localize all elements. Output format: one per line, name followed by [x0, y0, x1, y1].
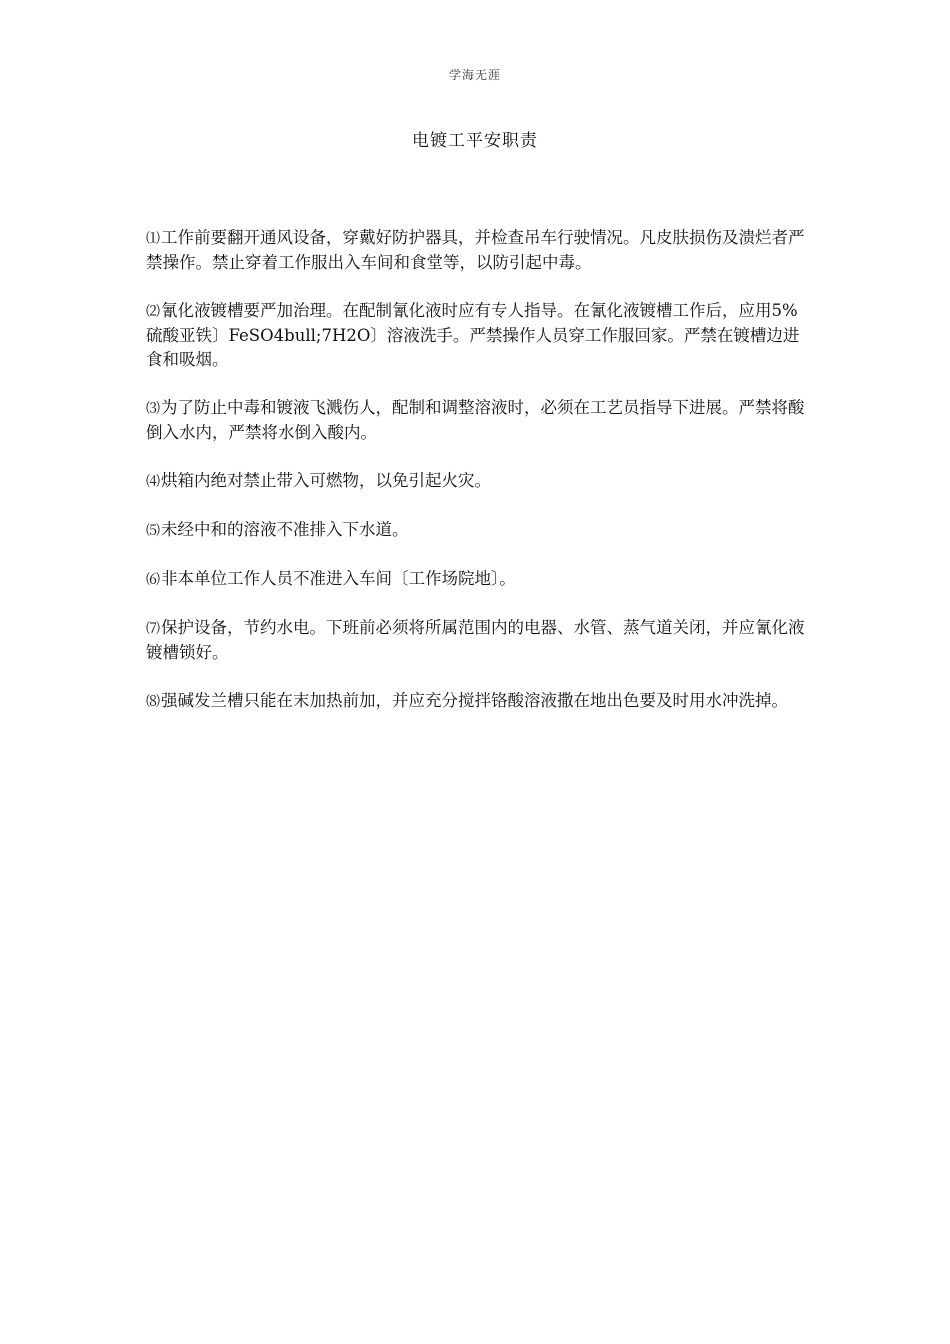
- clause-text: 工作前要翻开通风设备，穿戴好防护器具，并检查吊车行驶情况。凡皮肤损伤及溃烂者严禁操作。禁止穿着工作服出入车间和食堂等，以防引起中毒。: [146, 228, 805, 272]
- clause-text: 非本单位工作人员不准进入车间〔工作场院地〕。: [161, 569, 516, 588]
- clause-text: 氰化液镀槽要严加治理。在配制氰化液时应有专人指导。在氰化液镀槽工作后，应用5%硫酸亚铁〕FeSO4bull;7H2O〕溶液洗手。严禁操作人员穿工作服回家。严禁在镀槽边进食和吸烟。: [146, 301, 800, 369]
- clause-text: 保护设备，节约水电。下班前必须将所属范围内的电器、水管、蒸气道关闭，并应氰化液镀槽锁好。: [146, 618, 805, 662]
- document-body: [146, 226, 806, 738]
- clause-number: ⑵: [146, 304, 160, 320]
- clause-7: [146, 616, 806, 665]
- clause-text: 烘箱内绝对禁止带入可燃物，以免引起火灾。: [161, 471, 491, 490]
- clause-5: [146, 518, 806, 543]
- clause-number: ⑴: [146, 231, 160, 247]
- clause-number: ⑶: [146, 401, 160, 417]
- clause-3: [146, 396, 806, 445]
- document-title: 电镀工平安职责: [412, 131, 538, 151]
- clause-text: 强碱发兰槽只能在末加热前加，并应充分搅拌铬酸溶液撒在地出色要及时用水冲洗掉。: [161, 691, 788, 710]
- clause-8: [146, 689, 806, 714]
- clause-6: [146, 567, 806, 592]
- clause-2: [146, 299, 806, 372]
- clause-number: ⑷: [146, 474, 160, 490]
- clause-number: ⑹: [146, 572, 160, 588]
- clause-1: [146, 226, 806, 275]
- clause-number: ⑸: [146, 523, 160, 539]
- clause-text: 未经中和的溶液不准排入下水道。: [161, 520, 409, 539]
- clause-number: ⑺: [146, 621, 160, 637]
- clause-4: [146, 469, 806, 494]
- clause-number: ⑻: [146, 694, 160, 710]
- clause-text: 为了防止中毒和镀液飞溅伤人，配制和调整溶液时，必须在工艺员指导下进展。严禁将酸倒入水内，严禁将水倒入酸内。: [146, 398, 805, 442]
- running-header: 学海无涯: [448, 68, 501, 82]
